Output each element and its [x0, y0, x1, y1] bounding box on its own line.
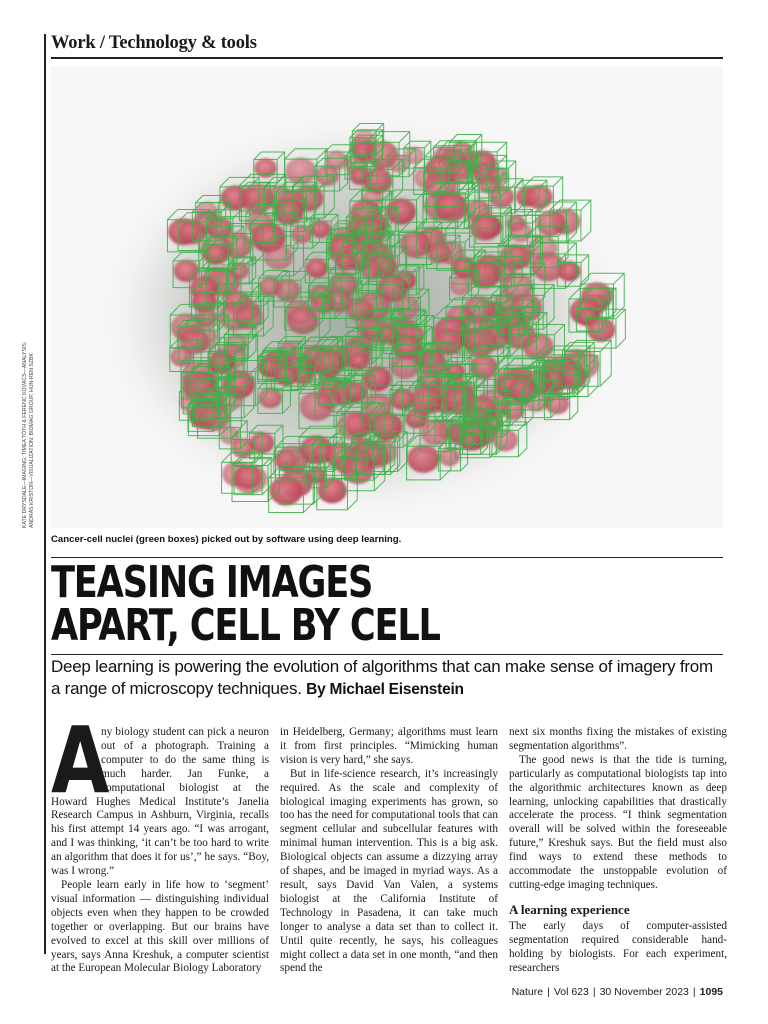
nucleus — [587, 317, 615, 342]
journal-name: Nature — [511, 986, 544, 998]
nucleus — [174, 260, 200, 282]
subheading: A learning experience — [509, 901, 630, 917]
nucleus — [427, 242, 451, 263]
margin-rule — [44, 34, 46, 954]
body-paragraph: The early days of computer-assisted segmentation required considerable hand-holding by biologists. For each experiment, researchers — [509, 919, 727, 974]
body-paragraph: A ny biology student can pick a neuron out of a photograph. Training a computer to do the same thing is much harder. Jan Funke, a computational biologist at the Howard Hughes Medical Institute’s Janelia Research Campus in Ashburn, Virginia, recalls his first attempt 14 years ago. “I was arrogant, and I was thinking, ‘it can’t be too hard to write an algorithm that does it for us’,” he says. “Boy, was I wrong.” — [51, 707, 269, 878]
page-number: 1095 — [699, 986, 723, 998]
nucleus — [285, 158, 316, 185]
nucleus — [344, 382, 367, 402]
volume: Vol 623 — [553, 986, 589, 998]
body-column-3 — [509, 726, 727, 976]
byline: By Michael Eisenstein — [306, 681, 464, 698]
nucleus — [439, 448, 460, 467]
section-heading: Work / Technology & tools — [51, 33, 257, 53]
headline-line-2: APART, CELL BY CELL — [51, 600, 440, 651]
nucleus — [407, 445, 439, 473]
nucleus — [470, 214, 500, 240]
nucleus — [274, 199, 304, 225]
nucleus — [254, 158, 276, 178]
body-column-1 — [51, 707, 269, 976]
page-footer: Nature | Vol 623 | 30 November 2023 | 1095 — [511, 986, 723, 998]
headline-rule — [51, 654, 723, 655]
image-credit: KATE DRYSDALE—IMAGING; TIMEA TÓTH & FERENC KOVÁCS—ANALYSIS; ANDRÁS KRISTON—VISUALIZATION; BIOMAG GROUP, HUN-REN SZBK — [22, 341, 35, 528]
body-paragraph: in Heidelberg, Germany; algorithms must learn it from first principles. “Mimicking human vision is very hard,” she says. — [280, 726, 498, 766]
header-rule — [51, 57, 723, 59]
drop-cap: A — [51, 707, 110, 814]
body-paragraph: People learn early in life how to ‘segment’ visual information — distinguishing individual objects even when they happen to be crowded together or overlapping. But our brains have evolved to excel at this skill over millions of years, says Anna Kreshuk, a computer scientist at the European Molecular Biology Laboratory — [51, 878, 269, 975]
headline-line-1: TEASING IMAGES — [51, 557, 373, 608]
nucleus — [234, 305, 263, 330]
nucleus — [306, 259, 328, 278]
nucleus — [300, 392, 334, 421]
issue-date: 30 November 2023 — [599, 986, 689, 998]
nucleus — [386, 198, 416, 224]
standfirst: Deep learning is powering the evolution of algorithms that can make sense of imagery from a range of microscopy techniques. By Michael Eisenstein — [51, 657, 713, 698]
nucleus — [435, 193, 468, 222]
body-paragraph: The good news is that the tide is turning, particularly as computational biologists tap into the algorithmic architectures known as deep learning, unlocking capabilities that drastically accelerate the process. “I think segmentation overall will be solved within the foreseeable future,” Kreshuk says. But the field must also find ways to extend these methods to accommodate the unstoppable evolution of cutting-edge imaging techniques. — [509, 753, 727, 891]
figure-image — [51, 66, 723, 528]
body-column-2 — [280, 726, 498, 976]
body-paragraph: But in life-science research, it’s increasingly required. As the scale and complexity of biological imaging experiments has grown, so too has the need for computational tools that can segment cellular and subcellular features with minimal human intervention. This is a big ask. Biological objects can assume a dizzying array of shapes, and be imaged in myriad ways. As a result, says David Van Valen, a systems biologist at the California Institute of Technology in Pasadena, it can take much longer to analyse a data set than to collect it. Until quite recently, he says, his colleagues might collect a data set in one month, “and then spend the — [280, 767, 498, 975]
nucleus — [291, 225, 312, 243]
nucleus — [269, 476, 302, 505]
cell-nuclei-render — [51, 66, 723, 528]
body-paragraph: next six months fixing the mistakes of existing segmentation algorithms”. — [509, 726, 727, 752]
headline — [51, 557, 723, 651]
figure-caption: Cancer-cell nuclei (green boxes) picked out by software using deep learning. — [51, 534, 402, 545]
